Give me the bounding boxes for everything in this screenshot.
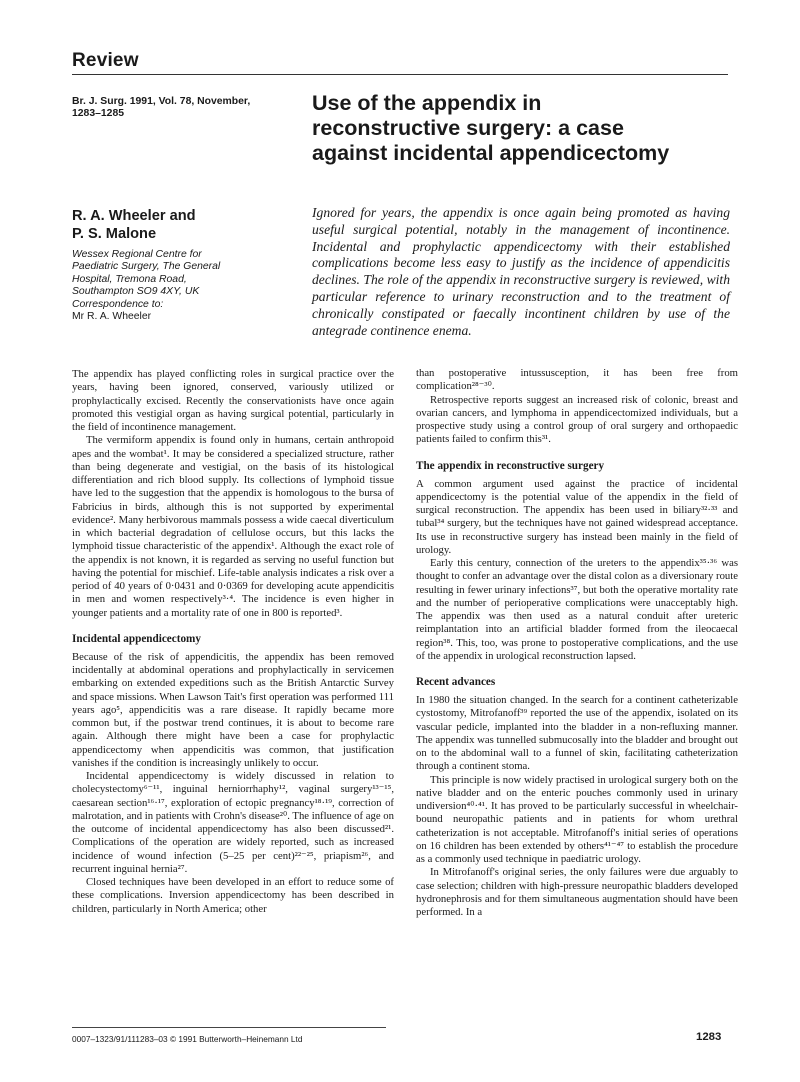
paragraph: In 1980 the situation changed. In the search for a continent catheterizable cystostomy, Mitrofanoff³⁹ reported the use of the appendix, isolated on its vascular pedicle, implanted into the bladder in a non-refluxing manner. The appendix was tunnelled submucosally into the bladder and brought out on to the abdominal wall to a funnel of skin, facilitating catheterization through a continent stoma. [416, 694, 738, 773]
correspondence-label: Correspondence to: [72, 298, 164, 310]
citation-line: Br. J. Surg. 1991, Vol. 78, November, [72, 96, 251, 107]
page-number: 1283 [696, 1031, 722, 1043]
section-heading: Incidental appendicectomy [72, 632, 201, 645]
paragraph: A common argument used against the practice of incidental appendicectomy is the potential value of the appendix in the field of surgical reconstruction. The appendix has been used in biliary³²·³³ and tubal³⁴ surgery, but the techniques have not gained widespread acceptance. Its use in reconstructive surgery has instead been mainly in the field of urology. [416, 477, 738, 556]
correspondence-name: Mr R. A. Wheeler [72, 311, 152, 323]
affiliation [72, 249, 292, 323]
title-line: against incidental appendicectomy [312, 141, 670, 165]
author-name: P. S. Malone [72, 226, 157, 242]
paragraph: In Mitrofanoff's original series, the only failures were due arguably to case selection; children with high-pressure neuropathic bladders developed hydronephrosis and for them simultaneous augmentation should have been performed. In a [416, 866, 738, 918]
paragraph: Incidental appendicectomy is widely discussed in relation to cholecystectomy⁶⁻¹¹, inguinal herniorrhaphy¹², vaginal surgery¹³⁻¹⁵, caesarean section¹⁶·¹⁷, exploration of ectopic pregnancy¹⁸·¹⁹, correction of malrotation, and in patients with Crohn's disease²⁰. The influence of age on the outcome of incidental appendicectomy has also been discussed²¹. Complications of the operation are widely reported, such as increased incidence of wound infection (5–25 per cent)²²⁻²⁵, priapism²⁶, and recurrent inguinal hernia²⁷. [72, 770, 394, 875]
author-list [72, 207, 292, 243]
paragraph: This principle is now widely practised in urological surgery both on the native bladder and on the enteric pouches commonly used in urinary undiversion⁴⁰·⁴¹. It has proved to be particularly successful in wheelchair-bound neuropathic patients and in patients for whom urethral catheterization is not acceptable. Mitrofanoff's initial series of operations on 16 children has been extended by others⁴¹⁻⁴⁷ to establish the procedure as a commonly used technique in paediatric urology. [416, 773, 738, 865]
title-line: Use of the appendix in [312, 91, 542, 115]
paragraph: Early this century, connection of the ureters to the appendix³⁵·³⁶ was thought to confer an advantage over the distal colon as a diversionary route resulting in fewer urinary infections³⁷, but both the operative mortality rate and the number of perioperative complications were unacceptably high. The appendix was then used as a natural conduit after ureteric reimplantation into an artificial bladder formed from the ileocaecal region³⁸. This, too, was prone to postoperative complications, and the use of the appendix in urological reconstruction lapsed. [416, 557, 738, 662]
paragraph: Closed techniques have been developed in an effort to reduce some of these complications. Inversion appendicectomy has been described in children, particularly in North America; other [72, 876, 394, 915]
title-line: reconstructive surgery: a case [312, 116, 624, 140]
paragraph: than postoperative intussusception, it has been free from complication²⁸⁻³⁰. [416, 367, 738, 393]
body-column-left [72, 368, 394, 916]
section-label: Review [72, 50, 139, 71]
section-heading: Recent advances [416, 676, 496, 688]
abstract: Ignored for years, the appendix is once again being promoted as having useful surgical potential, notably in the management of incontinence. Incidental and prophylactic appendicectomy with their established complications become less easy to justify as the incidence of appendicitis declines. The role of the appendix in reconstructive surgery is reviewed, with particular reference to urinary reconstruction and to the treatment of chronically constipated or faecally incontinent children by use of the antegrade continence enema. [312, 205, 730, 338]
paragraph: The vermiform appendix is found only in humans, certain anthropoid apes and the wombat¹. It may be considered a specialized structure, rather than being degenerate and vestigial, on the basis of its histological differentiation and rich blood supply. Its collections of lymphoid tissue have led to the suggestion that the appendix is homologous to the bursa of Fabricius in birds, although this is not supported by experimental evidence². Many herbivorous mammals possess a wide caecal diverticulum in which bacterial degradation of cellulose occurs, but this lacks the lymphoid tissue characteristic of the appendix¹. Although the exact role of the appendix is not known, it is regarded as serving no useful function but having the potential for mischief. Life-table analysis indicates a risk over a period of 40 years of 0·0431 and 0·0369 for developing acute appendicitis in men and women respectively³·⁴. The incidence is even higher in younger patients and a mortality rate of one in 800 is reported³. [72, 434, 394, 619]
paragraph: Because of the risk of appendicitis, the appendix has been removed incidentally at abdominal operations and prophylactically in servicemen embarking on extended expeditions such as the British Antarctic Survey and space missions. When Lawson Tait's first operation was performed 111 years ago⁵, appendicitis was a rare disease. It rapidly became more common but, if the postwar trend continues, it is about to become rare again. Although there might have been a case for prophylactic appendicectomy when appendicitis was common, that justification vanishes if the condition is increasingly unlikely to occur. [72, 650, 394, 769]
article-title [312, 91, 742, 166]
copyright-line: 0007–1323/91/111283–03 © 1991 Butterworth–Heinemann Ltd [72, 1034, 303, 1044]
header-rule [72, 74, 728, 75]
affiliation-line: Paediatric Surgery, The General [72, 261, 221, 273]
journal-citation [72, 96, 282, 120]
affiliation-line: Hospital, Tremona Road, [72, 273, 187, 285]
affiliation-line: Wessex Regional Centre for [72, 249, 202, 260]
paragraph: The appendix has played conflicting roles in surgical practice over the years, having been ignored, conserved, variously utilized or prophylactically excised. Recently the conservationists have once again promoted this vestigial organ as having surgical potential, particularly in the field of incontinence management. [72, 368, 394, 433]
paragraph: Retrospective reports suggest an increased risk of colonic, breast and ovarian cancers, and lymphoma in appendicectomized individuals, but a prospective study using a control group of oral surgery and orthopaedic patients failed to confirm this³¹. [416, 393, 738, 446]
section-heading: The appendix in reconstructive surgery [416, 459, 605, 472]
author-name: R. A. Wheeler and [72, 208, 196, 224]
affiliation-line: Southampton SO9 4XY, UK [72, 286, 200, 298]
citation-pages: 1283–1285 [72, 108, 125, 119]
footer-rule [72, 1027, 386, 1028]
body-column-right [416, 367, 738, 919]
